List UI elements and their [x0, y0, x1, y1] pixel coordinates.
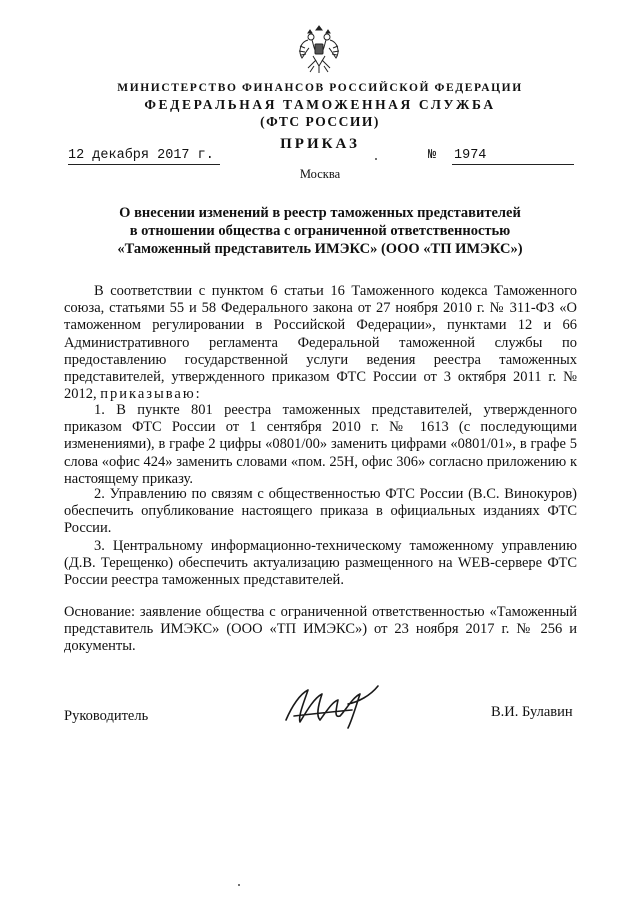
order-directive: приказываю:: [100, 386, 202, 403]
subject-line-3: «Таможенный представитель ИМЭКС» (ООО «ТП ИМЭКС»): [117, 241, 523, 257]
handwritten-signature: [278, 676, 388, 736]
subject-line-2: в отношении общества с ограниченной ответственностью: [129, 223, 511, 239]
order-item-3-text: 3. Центральному информационно-техническому таможенному управлению (Д.В. Терещенко) обеспечить актуализацию размещенного на WEB-сервере ФТС России реестра таможенных представителей.: [64, 538, 577, 589]
coat-of-arms-icon: [296, 22, 342, 76]
signer-name: В.И. Булавин: [491, 704, 573, 720]
order-item-1: [64, 402, 577, 488]
ministry-name: МИНИСТЕРСТВО ФИНАНСОВ РОССИЙСКОЙ ФЕДЕРАЦИИ: [117, 82, 523, 94]
scan-speck: [375, 158, 377, 160]
order-number: 1974: [452, 148, 574, 165]
basis-paragraph: [64, 604, 577, 656]
scan-speck: [238, 884, 240, 886]
basis-text: Основание: заявление общества с ограниченной ответственностью «Таможенный представитель ИМЭКС» (ООО «ТП ИМЭКС») от 23 ноября 2017 г. № 256 и документы.: [64, 604, 577, 655]
preamble-paragraph: [64, 283, 577, 403]
order-subject: [0, 204, 640, 258]
order-item-2: [64, 486, 577, 538]
order-item-2-text: 2. Управлению по связям с общественностью ФТС России (В.С. Винокуров) обеспечить опубликование настоящего приказа в официальных изданиях ФТС России.: [64, 486, 577, 537]
order-item-1-text: 1. В пункте 801 реестра таможенных представителей, утвержденного приказом ФТС России от 1 сентября 2010 г. № 1613 (с последующими изменениями), в графе 2 цифры «0801/00» заменить цифрами «0801/01», в графе 5 слова «офис 424» заменить словами «пом. 25Н, офис 306» согласно приложению к настоящему приказу.: [64, 402, 577, 487]
order-city: Москва: [299, 167, 341, 181]
service-abbreviation: (ФТС РОССИИ): [260, 114, 380, 129]
order-item-3: [64, 538, 577, 590]
order-number-sign: №: [428, 148, 437, 163]
subject-line-1: О внесении изменений в реестр таможенных представителей: [119, 205, 521, 221]
signer-role: Руководитель: [64, 708, 149, 724]
order-date: 12 декабря 2017 г.: [68, 148, 220, 165]
service-name: ФЕДЕРАЛЬНАЯ ТАМОЖЕННАЯ СЛУЖБА: [144, 97, 496, 112]
preamble-text: В соответствии с пунктом 6 статьи 16 Таможенного кодекса Таможенного союза, статьями 55 и 58 Федерального закона от 27 ноября 2010 г. № 311-ФЗ «О таможенном регулировании в Российской Федерации», пунктами 12 и 66 Административного регламента Федеральной таможенной службы по предоставлению государственной услуги ведения реестра таможенных представителей, утвержденного приказом ФТС России от 3 октября 2011 г. № 2012,: [64, 283, 577, 403]
document-type: ПРИКАЗ: [280, 136, 360, 152]
